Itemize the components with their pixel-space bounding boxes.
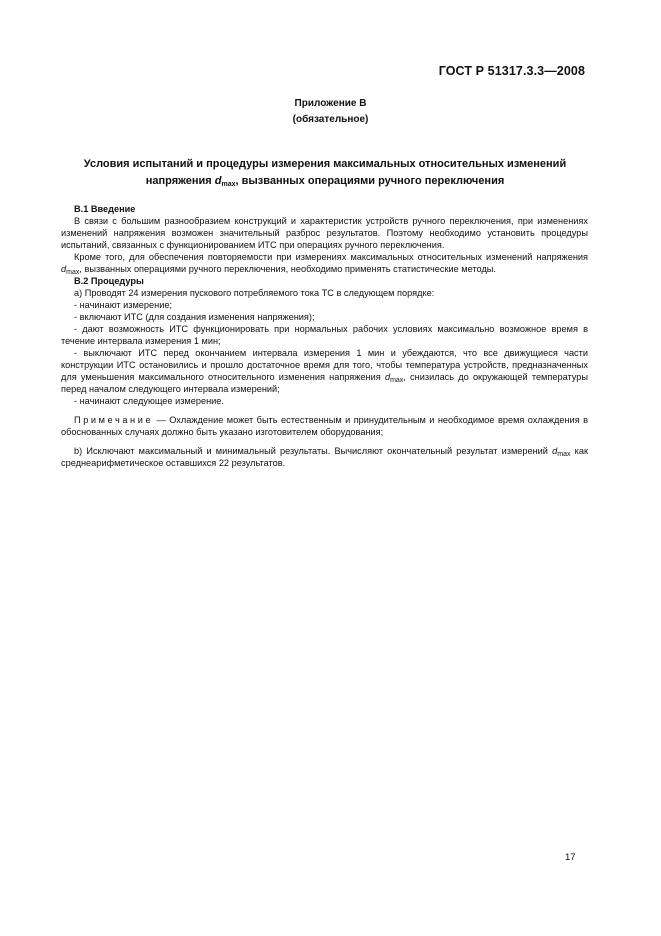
list-step: - начинают следующее измерение.: [74, 396, 224, 406]
standard-number: ГОСТ Р 51317.3.3—2008: [438, 64, 585, 78]
section-heading-b1: В.1 Введение: [74, 204, 136, 214]
appendix-title: [60, 156, 590, 190]
note-label: Примечание: [74, 415, 154, 425]
list-step: - начинают измерение;: [74, 300, 173, 310]
appendix-status: (обязательное): [292, 114, 369, 125]
list-item-a: а) Проводят 24 измерения пускового потребляемого тока ТС в следующем порядке:: [74, 288, 435, 298]
paragraph: Кроме того, для обеспечения повторяемости при измерениях максимальных относительных изменений напряжения $d_{max}$, вызванных операциями ручного переключения, необходимо применять статистические методы.: [61, 252, 588, 276]
page-number: 17: [565, 852, 576, 863]
document-body: [61, 203, 588, 469]
title-line-1: Условия испытаний и процедуры измерения максимальных относительных изменений: [83, 158, 567, 170]
list-step: - включают ИТС (для создания изменения напряжения);: [74, 312, 315, 322]
paragraph: В связи с большим разнообразием конструкций и характеристик устройств ручного переключения, при изменениях изменений напряжения возможен значительный разброс результатов. Поэтому необходимо установить процедуры испытаний, связанных с функционированием ИТС при операциях ручного переключения.: [61, 216, 588, 250]
list-item-b: b) Исключают максимальный и минимальный результаты. Вычисляют окончательный результат измерений $d_{max}$ как среднеарифметическое оставшихся 22 результатов.: [61, 446, 588, 468]
section-heading-b2: В.2 Процедуры: [74, 276, 144, 286]
list-step: - выключают ИТС перед окончанием интервала измерения 1 мин и убеждаются, что все движущиеся части конструкции ИТС остановились и прошло достаточное время для того, чтобы температура устройств, предназначенных для уменьшения максимального относительного изменения напряжения $d_{max}$, снизилась до окружающей температуры перед началом следующего интервала измерений;: [61, 348, 588, 394]
note: Примечание — Охлаждение может быть естественным и принудительным и необходимое время охлаждения в обоснованных случаях должно быть указано изготовителем оборудования;: [61, 415, 588, 437]
list-step: - дают возможность ИТС функционировать при нормальных рабочих условиях максимально возможное время в течение интервала измерения 1 мин;: [61, 324, 588, 346]
title-line-2: напряжения $d_{max}$, вызванных операциями ручного переключения: [145, 175, 505, 188]
appendix-label: Приложение В: [294, 98, 367, 109]
